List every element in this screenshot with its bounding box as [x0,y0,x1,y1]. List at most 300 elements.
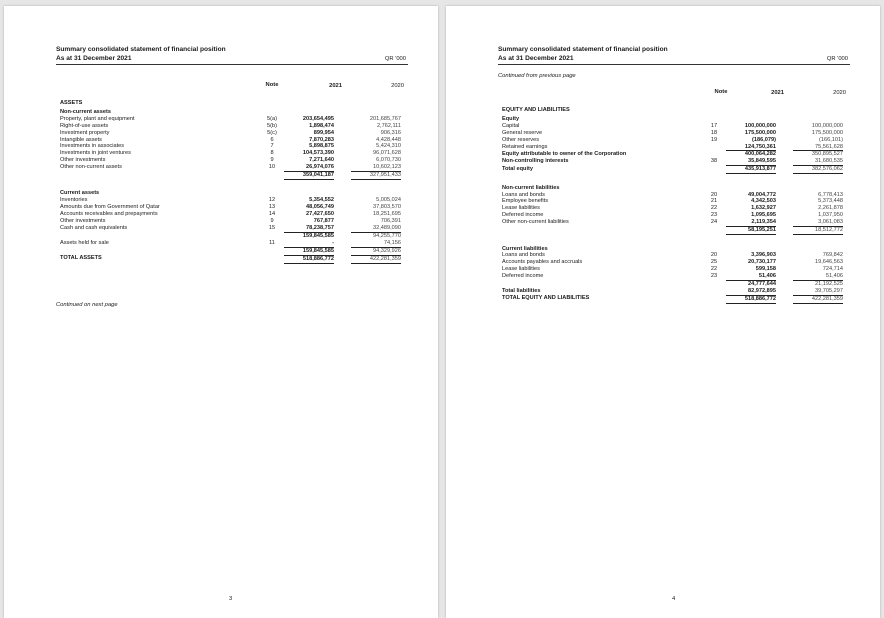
row-note: 12 [268,197,276,204]
row-label: Cash and cash equivalents [60,225,128,231]
value-2020 [351,98,401,107]
value-2021 [284,98,334,107]
row-label: Right-of-use assets [60,122,109,129]
value-2020: 10,602,123 [351,164,401,171]
value-2020: 906,316 [380,129,401,136]
line-item-row [60,172,401,180]
row-label: Accounts payables and accruals [502,259,583,266]
column-gap [334,211,351,218]
row-note: 20 [710,252,718,259]
value-2021: 3,396,903 [751,252,776,259]
row-note [260,172,284,180]
line-item-row [60,211,401,218]
row-label: Retained earnings [502,143,548,150]
currency-label: QR '000 [384,56,406,62]
value-2021 [726,244,776,253]
column-gap [776,130,793,137]
column-gap [776,174,793,183]
row-label: Capital [502,122,520,129]
value-2021: 100,000,000 [744,122,776,129]
row-note [702,281,726,288]
column-gap [776,273,793,280]
value-2020: 75,561,628 [793,144,843,151]
value-2020 [351,107,401,116]
value-2020 [793,183,843,192]
row-note [702,288,726,295]
value-2021: 1,632,927 [751,205,776,212]
column-gap [334,232,351,239]
value-2021: 48,056,749 [306,204,334,211]
line-item-row [502,219,843,226]
line-item-row [502,130,843,137]
column-gap [334,157,351,164]
header-rule [498,64,850,65]
value-2020: 724,714 [822,266,843,273]
value-2021: 767,877 [313,218,334,225]
line-item-row [502,123,843,130]
column-gap [334,150,351,157]
value-2021: 82,972,895 [726,288,776,295]
column-gap [334,247,351,255]
total-row [502,295,843,303]
line-item-row [502,205,843,212]
value-2020: 100,000,000 [811,122,843,129]
value-2020: 422,281,359 [351,255,401,263]
document-page-4 [446,6,880,618]
row-note: 13 [268,204,276,211]
value-2020: 32,489,090 [351,225,401,232]
total-row [502,288,843,295]
row-label: Other non-current liabilities [502,219,569,226]
row-note [260,107,284,116]
line-item-row [60,218,401,225]
value-2020: 2,261,878 [818,205,843,212]
value-2020: 18,251,695 [373,211,401,218]
total-row [502,151,843,158]
value-2020 [793,244,843,253]
value-2020: 31,680,535 [793,158,843,165]
row-label: Equity attributable to owner of the Corporation [502,150,627,157]
row-label [502,227,702,235]
row-label: Loans and bonds [502,191,545,198]
row-note: 5(b) [267,122,277,129]
page-number: 3 [229,596,233,602]
column-gap [334,240,351,247]
row-note [260,255,284,263]
column-gap [776,212,793,219]
column-gap [334,172,351,180]
row-label: Accounts receivables and prepayments [60,211,158,218]
value-2021 [726,183,776,192]
statement-subtitle: As at 31 December 2021 [56,55,132,62]
value-2020: 201,685,767 [369,115,401,122]
row-note [702,114,726,123]
value-2021: 1,095,695 [751,212,776,219]
column-header-2020: 2020 [833,90,846,96]
row-label: Total equity [502,165,533,172]
column-header-note: Note [265,82,279,88]
value-2020: 4,428,448 [376,136,401,143]
value-2020 [793,114,843,123]
value-2021: 51,406 [726,273,776,280]
value-2020: 94,255,770 [373,232,401,239]
statement-subtitle: As at 31 December 2021 [498,55,574,62]
value-2021 [726,105,776,114]
line-item-row [502,144,843,151]
value-2021: 124,750,361 [726,144,776,151]
value-2020: 175,500,000 [811,129,843,136]
column-gap [776,198,793,205]
row-note: 9 [270,157,274,164]
section-heading-row [502,114,843,123]
value-2021: - [284,240,334,247]
value-2020: 37,803,570 [373,204,401,211]
row-note [702,235,726,244]
value-2021: 518,886,772 [284,255,334,263]
column-header-2021: 2021 [329,83,342,89]
value-2021: 20,730,177 [748,259,776,266]
column-gap [776,166,793,174]
row-label: Loans and bonds [502,252,545,259]
row-note [260,232,284,239]
column-gap [776,137,793,144]
column-gap [776,192,793,199]
value-2021 [284,107,334,116]
line-item-row [60,225,401,232]
row-label: Assets held for sale [60,239,109,246]
currency-label: QR '000 [826,56,848,62]
section-heading-row [502,105,843,114]
column-gap [334,98,351,107]
value-2021: 104,573,390 [302,150,334,157]
row-note: 17 [710,122,718,129]
row-note [702,295,726,303]
value-2020: 6,070,730 [376,157,401,164]
row-note [260,179,284,188]
column-gap [776,144,793,151]
row-note [260,188,284,197]
value-2021 [726,114,776,123]
row-label: Investment property [60,129,110,136]
column-gap [776,227,793,235]
value-2020: 422,281,359 [793,295,843,303]
value-2020 [351,188,401,197]
row-note: 20 [710,191,718,198]
value-2021: 159,845,585 [302,232,334,239]
value-2021: 49,004,772 [748,191,776,198]
line-item-row [502,281,843,288]
line-item-row [502,212,843,219]
row-label: Non-current assets [60,108,111,115]
value-2021: 175,500,000 [744,129,776,136]
line-item-row [60,130,401,137]
value-2021: 7,870,283 [309,136,334,143]
value-2020: (166,101) [819,136,843,143]
row-note: 8 [270,150,274,157]
column-gap [776,259,793,266]
line-item-row [502,137,843,144]
line-item-row [502,198,843,205]
row-note [702,151,726,158]
total-row [502,166,843,174]
value-2020 [793,235,843,244]
row-label: EQUITY AND LIABILITIES [502,107,570,113]
value-2021: 4,342,503 [751,198,776,205]
value-2021: 400,064,282 [744,151,776,158]
value-2021: 78,238,757 [284,225,334,232]
row-label: Intangible assets [60,136,102,143]
column-gap [776,123,793,130]
row-label: Investments in joint ventures [60,150,131,157]
line-item-row [60,123,401,130]
value-2021: 1,898,474 [309,122,334,129]
row-label: Current assets [60,190,100,197]
column-gap [776,114,793,123]
line-item-row [502,252,843,259]
column-gap [334,204,351,211]
value-2020: 39,705,297 [793,288,843,295]
value-2020: 21,192,525 [815,281,843,288]
page-number: 4 [672,596,676,602]
column-gap [776,288,793,295]
line-item-row [60,232,401,239]
row-note [702,166,726,174]
value-2021 [726,174,776,183]
row-label: Deferred income [502,212,544,219]
line-item-row [60,164,401,171]
column-gap [776,244,793,253]
value-2021: 5,898,875 [309,143,334,150]
value-2020: 74,156 [351,240,401,247]
continued-next-note: Continued on next page [56,302,118,308]
value-2020 [793,105,843,114]
row-label [60,247,260,255]
statement-title: Summary consolidated statement of financial position [56,46,226,53]
row-note: 15 [268,225,276,231]
row-note [702,227,726,235]
value-2021 [726,235,776,244]
row-note: 5(a) [267,115,277,122]
row-label: Other reserves [502,136,539,143]
line-item-row [502,227,843,235]
value-2020: 19,646,563 [815,259,843,266]
row-label: Lease liabilities [502,205,540,212]
column-gap [334,164,351,171]
line-item-row [60,247,401,255]
row-note: 19 [710,136,718,143]
column-gap [334,179,351,188]
section-heading-row [502,244,843,253]
value-2021: 27,427,650 [306,211,334,218]
value-2020 [351,179,401,188]
value-2021 [284,188,334,197]
column-header-2021: 2021 [771,90,784,96]
value-2020: 2,762,111 [376,122,401,129]
line-item-row [60,157,401,164]
value-2020: 1,037,950 [818,212,843,219]
row-note: 9 [270,218,274,225]
continued-prev-note: Continued from previous page [498,73,576,79]
column-gap [776,151,793,158]
value-2020: 382,576,062 [793,166,843,174]
line-item-row [502,266,843,273]
value-2021 [284,179,334,188]
section-heading-row [60,98,401,107]
row-label: Non-controlling interests [502,158,569,165]
row-note: 21 [710,198,718,205]
row-note: 14 [268,211,276,218]
row-note [702,174,726,183]
row-note: 25 [710,259,718,266]
row-note [260,98,284,107]
value-2020: 6,778,413 [818,191,843,198]
row-label: Other investments [60,218,106,225]
row-label: Equity [502,115,520,122]
spacer-row [502,174,843,183]
value-2020 [793,174,843,183]
row-label [502,281,702,288]
line-item-row [60,116,401,123]
column-gap [334,130,351,137]
value-2021: 518,886,772 [726,295,776,303]
row-note: 22 [710,205,718,212]
line-item-row [502,192,843,199]
row-label: Other investments [60,157,106,164]
row-note [702,105,726,114]
value-2020: 769,842 [822,252,843,259]
column-gap [334,107,351,116]
column-gap [334,255,351,263]
value-2020: 706,391 [380,218,401,225]
row-label: General reserve [502,129,543,136]
column-gap [776,219,793,226]
document-page-3 [4,6,438,618]
row-label: Inventories [60,197,88,204]
value-2021: 899,954 [313,129,334,136]
row-note: 6 [270,136,274,143]
row-label: Lease liabilities [502,266,540,273]
row-label: Non-current liabilities [502,184,560,191]
value-2020: 5,373,448 [818,198,843,205]
line-item-row [502,273,843,280]
value-2020: 327,951,433 [351,172,401,180]
row-note: 18 [710,129,718,136]
column-gap [334,225,351,232]
column-gap [334,197,351,204]
value-2021: (186,079) [752,136,776,143]
row-label [60,172,260,180]
column-gap [776,295,793,303]
value-2021: 203,654,495 [302,115,334,122]
column-gap [776,205,793,212]
value-2021: 599,158 [755,266,776,273]
column-gap [776,105,793,114]
row-label: Total liabilities [502,287,541,294]
row-label: TOTAL EQUITY AND LIABILITIES [502,295,590,302]
column-gap [776,266,793,273]
row-label [502,235,702,244]
equity-liabilities-table [502,105,843,304]
header-rule [56,64,408,65]
section-heading-row [502,183,843,192]
value-2021: 24,777,644 [748,281,776,288]
row-note: 38 [710,158,718,165]
row-note: 11 [269,239,275,246]
section-heading-row [60,107,401,116]
column-gap [334,143,351,150]
row-note: 23 [710,212,718,219]
value-2020: 18,512,772 [793,227,843,235]
column-gap [334,188,351,197]
column-gap [334,123,351,130]
row-label [502,174,702,183]
section-heading-row [60,188,401,197]
column-gap [334,116,351,123]
column-gap [776,281,793,288]
total-row [60,255,401,263]
row-note: 24 [710,219,718,226]
value-2021: 35,849,595 [726,158,776,165]
value-2021: 159,845,585 [284,247,334,255]
value-2021: 359,041,187 [284,172,334,180]
line-item-row [502,259,843,266]
value-2020: 51,406 [793,273,843,280]
value-2021: 58,195,251 [726,227,776,235]
row-note: 22 [710,266,718,273]
row-note: 23 [710,273,718,280]
value-2020: 350,895,527 [811,151,843,158]
row-note [702,144,726,151]
row-label [60,179,260,188]
row-note: 7 [270,143,274,150]
column-header-note: Note [714,89,728,95]
column-header-2020: 2020 [391,83,404,89]
value-2020: 3,061,083 [793,219,843,226]
spacer-row [502,235,843,244]
row-label: Investments in associates [60,143,125,150]
line-item-row [60,197,401,204]
spacer-row [60,179,401,188]
column-gap [334,137,351,144]
value-2021: 26,974,076 [284,164,334,171]
row-label: ASSETS [60,100,83,106]
value-2021: 435,913,877 [726,166,776,174]
row-label: Employee benefits [502,198,549,205]
row-label: Property, plant and equipment [60,115,135,122]
value-2021: 2,119,354 [726,219,776,226]
row-label: TOTAL ASSETS [60,255,102,262]
line-item-row [60,150,401,157]
value-2021: 7,271,640 [309,157,334,164]
column-gap [776,235,793,244]
row-label: Current liabilities [502,245,548,252]
column-gap [776,183,793,192]
value-2020: 5,424,310 [376,143,401,150]
row-label: Deferred income [502,273,544,280]
value-2020: 94,329,926 [351,247,401,255]
row-label: Other non-current assets [60,164,122,171]
row-note [702,244,726,253]
line-item-row [60,143,401,150]
value-2021: 5,354,552 [309,197,334,204]
row-note: 10 [268,164,276,171]
line-item-row [60,240,401,247]
line-item-row [60,204,401,211]
column-gap [776,252,793,259]
column-gap [334,218,351,225]
row-note [260,247,284,255]
assets-table [60,98,401,264]
